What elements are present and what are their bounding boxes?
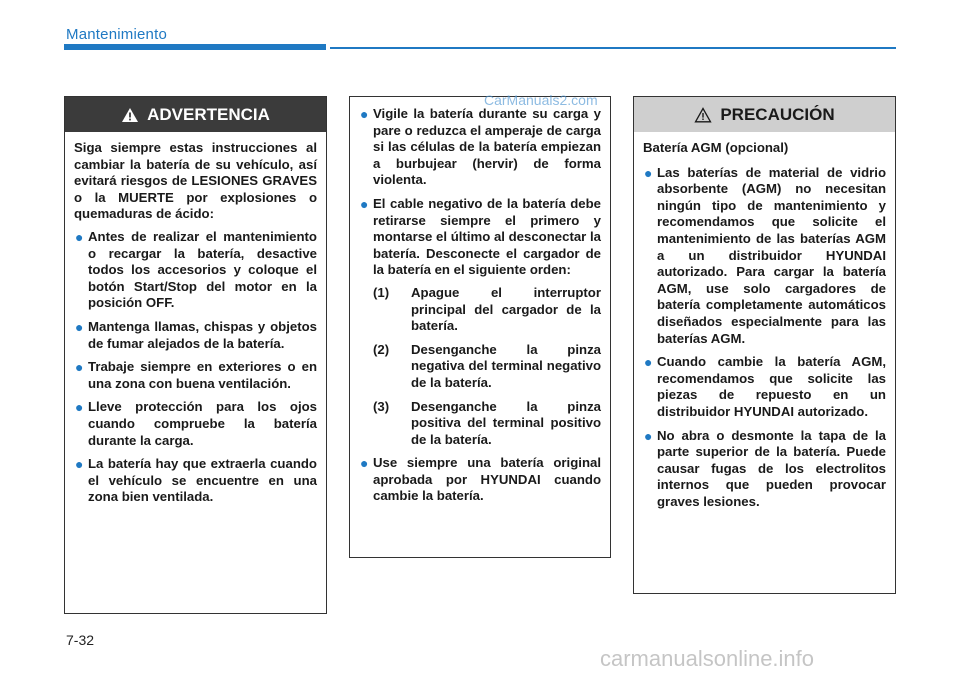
list-item-text: No abra o desmonte la tapa de la parte superior de la batería. Puede causar fugas de los electrolitos internos que pueden provocar graves lesiones. <box>657 427 886 509</box>
header-rule-thick <box>64 44 326 50</box>
warning-box <box>64 96 327 614</box>
list-item-text: La batería hay que extraerla cuando el vehículo se encuentre en una zona bien ventilada. <box>88 456 317 505</box>
caution-box <box>633 96 896 594</box>
warning-triangle-icon <box>694 107 712 123</box>
header-rule-thin <box>330 47 896 49</box>
list-item <box>359 196 601 448</box>
step-number: (2) <box>373 341 390 357</box>
list-item-text: Cuando cambie la batería AGM, recomendamos que solicite las piezas de repuesto en un distribuidor HYUNDAI autorizado. <box>657 354 886 419</box>
warning-triangle-icon <box>121 107 139 123</box>
bullet-dot-icon: ● <box>360 106 369 122</box>
caution-body <box>634 132 895 510</box>
bullet-dot-icon: ● <box>360 195 369 212</box>
step-text: Desenganche la pinza positiva del terminal positivo de la batería. <box>411 398 601 447</box>
list-item <box>359 106 601 189</box>
list-item <box>74 456 317 506</box>
list-item <box>74 399 317 449</box>
watermark-bottom: carmanualsonline.info <box>600 646 815 671</box>
list-item <box>74 359 317 392</box>
warning-bullet-list <box>74 229 317 506</box>
list-item <box>643 428 886 511</box>
list-item <box>643 165 886 348</box>
list-item <box>74 229 317 312</box>
list-item-text: Trabaje siempre en exteriores o en una zona con buena ventilación. <box>88 359 317 391</box>
bullet-dot-icon: ● <box>644 164 653 181</box>
step-text: Apague el interruptor principal del cargador de la batería. <box>411 284 601 334</box>
bullet-dot-icon: ● <box>644 354 653 371</box>
warning-body <box>65 132 326 506</box>
list-item-text: Use siempre una batería original aprobada por HYUNDAI cuando cambie la batería. <box>373 455 601 504</box>
caution-subheading: Batería AGM (opcional) <box>643 140 789 155</box>
section-title: Mantenimiento <box>66 26 167 43</box>
bullet-dot-icon: ● <box>75 456 84 473</box>
bullet-dot-icon: ● <box>75 399 84 416</box>
bullet-dot-icon: ● <box>644 427 653 444</box>
step-number: (3) <box>373 398 390 414</box>
step-text: Desenganche la pinza negativa del terminal negativo de la batería. <box>411 341 601 390</box>
list-item-text: Las baterías de material de vidrio absorbente (AGM) no necesitan ningún tipo de mantenimiento y recomendamos que solicite el mantenimiento de las baterías AGM a un distribuidor HYUNDAI autorizado. Para cargar la batería AGM, use solo cargadores de batería completamente automáticos diseñados especialmente para las baterías AGM. <box>657 164 886 346</box>
list-item <box>74 319 317 352</box>
list-item-text: Vigile la batería durante su carga y pare o reduzca el amperaje de carga si las células de la batería empiezan a burbujear (hervir) de forma violenta. <box>373 106 601 188</box>
bullet-dot-icon: ● <box>75 318 84 335</box>
continued-bullet-list <box>359 106 601 505</box>
warning-intro: Siga siempre estas instrucciones al cambiar la batería de su vehículo, así evitará riesgos de LESIONES GRAVES o la MUERTE por explosiones o quemaduras de ácido: <box>74 140 317 222</box>
list-item <box>643 354 886 420</box>
warning-header <box>65 97 326 132</box>
caution-bullet-list <box>643 165 886 511</box>
bullet-dot-icon: ● <box>75 359 84 376</box>
list-item <box>359 455 601 505</box>
step-item <box>373 285 601 335</box>
list-item-text: Mantenga llamas, chispas y objetos de fumar alejados de la batería. <box>88 318 317 351</box>
step-number: (1) <box>373 284 390 300</box>
watermark-top: CarManuals2.com <box>484 92 598 108</box>
disconnect-steps <box>373 285 601 448</box>
list-item-text: Antes de realizar el mantenimiento o recargar la batería, desactive todos los accesorios y coloque el botón Start/Stop del motor en la posición OFF. <box>88 228 317 311</box>
continued-box <box>349 96 611 558</box>
list-item-text: El cable negativo de la batería debe retirarse siempre el primero y montarse el último al desconectar la batería. Desconecte el cargador de la batería en el siguiente orden: <box>373 195 601 278</box>
step-item <box>373 342 601 392</box>
list-item-text: Lleve protección para los ojos cuando compruebe la batería durante la carga. <box>88 399 317 448</box>
bullet-dot-icon: ● <box>75 228 84 245</box>
caution-header <box>634 97 895 132</box>
warning-title: ADVERTENCIA <box>147 104 270 124</box>
bullet-dot-icon: ● <box>360 455 369 472</box>
continued-body <box>350 97 610 505</box>
page-number: 7-32 <box>66 632 95 648</box>
step-item <box>373 399 601 449</box>
caution-title: PRECAUCIÓN <box>720 104 835 124</box>
